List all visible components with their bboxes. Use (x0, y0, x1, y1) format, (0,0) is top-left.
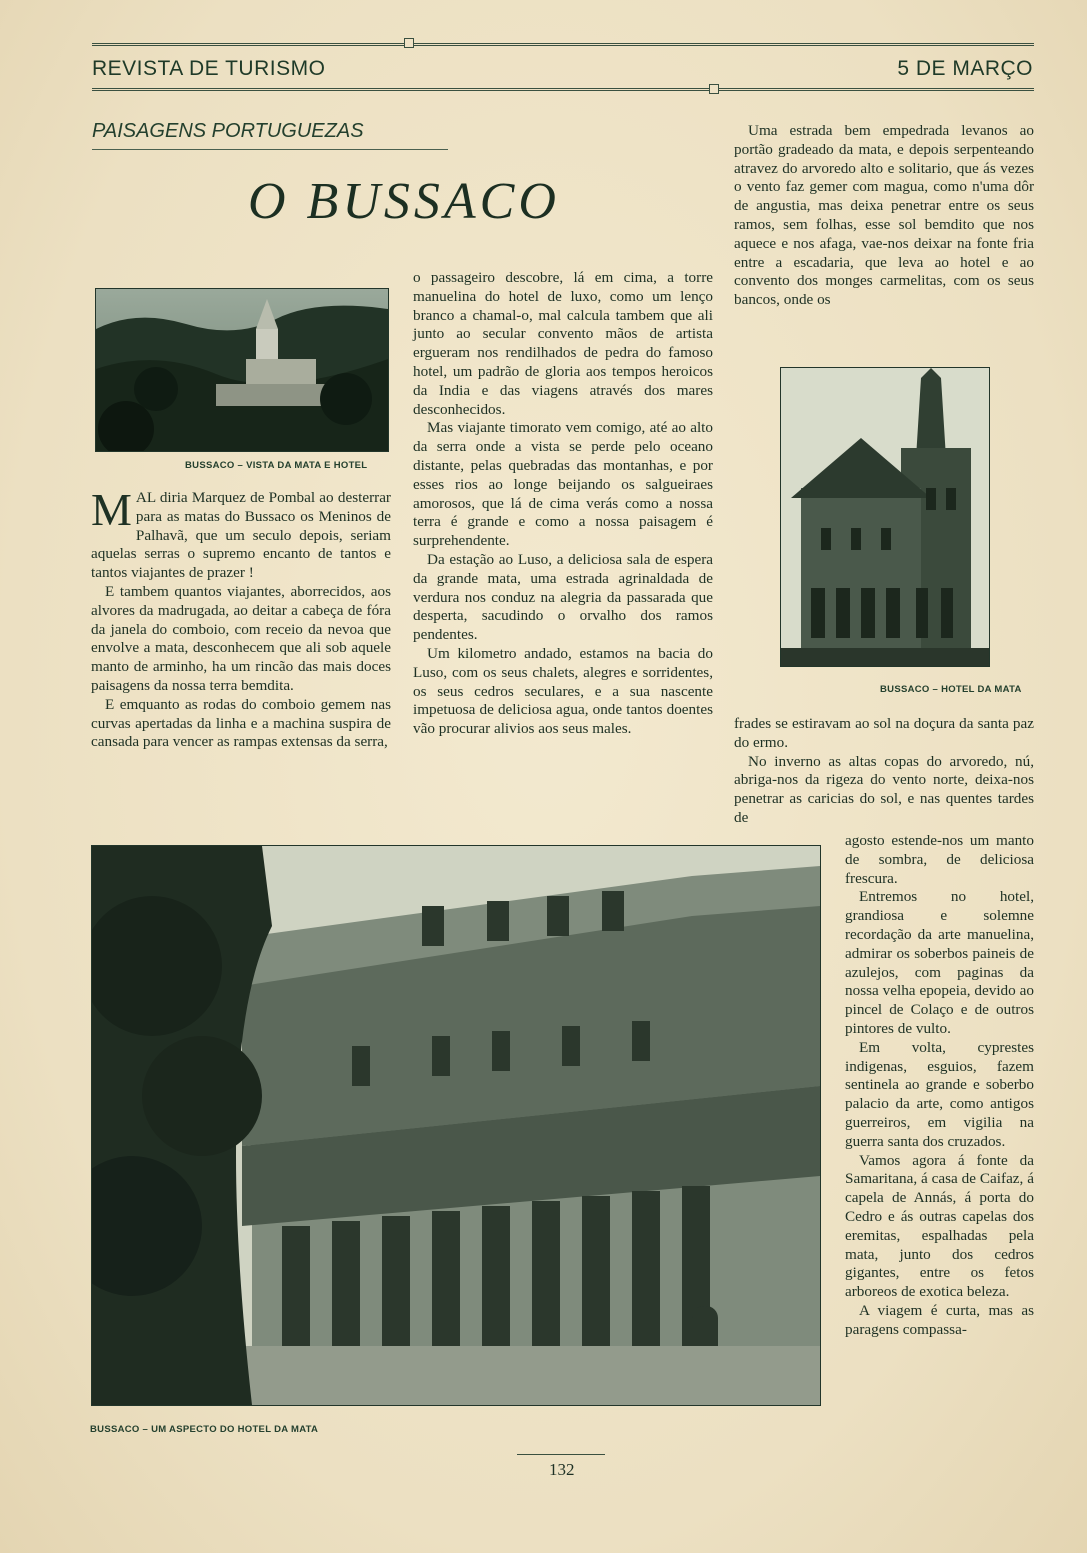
article-column-3-mid (734, 715, 1034, 828)
page-number: 132 (549, 1460, 575, 1479)
header-rule-bottom (92, 88, 1034, 91)
page-number-rule (517, 1454, 605, 1455)
paragraph: Vamos agora á fonte da Samaritana, á casa de Caifaz, á capela de Annás, á porta do Cedro e ás outras capelas dos eremitas, espalhadas pela mata, junto dos cedros gigantes, entre os fetos arboreos de exotica beleza. (845, 1151, 1034, 1301)
paragraph: o passageiro descobre, lá em cima, a torre manuelina do hotel de luxo, como um lenço branco a chamal-o, mal calcula tambem que ali junto ao secular convento mãos de artista ergueram nos rendilhados de pedra do famoso hotel, um padrão de gloria aos tempos heroicos da India e das viagens através dos mares desconhecidos. (413, 269, 713, 418)
photo-hotel-tower (780, 367, 990, 667)
section-title: PAISAGENS PORTUGUEZAS (92, 120, 364, 142)
photo-forest-and-hotel (95, 288, 389, 452)
issue-date: 5 DE MARÇO (897, 57, 1033, 80)
magazine-name: REVISTA DE TURISMO (92, 57, 326, 80)
photo-hotel-facade (91, 845, 821, 1406)
paragraph: agosto estende-nos um manto de sombra, de deliciosa frescura. (845, 832, 1034, 887)
header-ornament (404, 38, 414, 48)
paragraph: Entremos no hotel, grandiosa e solemne recordação da arte manuelina, admirar os soberbos paineis de azulejos, com paginas da nossa velha epopeia, devido ao pincel de Colaço e de outros pintores de vulto. (845, 888, 1034, 1037)
article-title: O BUSSACO (248, 173, 560, 230)
paragraph: Da estação ao Luso, a deliciosa sala de espera da grande mata, uma estrada agrinaldada de verdura nos conduz na alegria da passarada que desperta, sacudindo o orvalho dos ramos pendentes. (413, 550, 713, 644)
photo-caption: BUSSACO – UM ASPECTO DO HOTEL DA MATA (90, 1424, 319, 1435)
header-ornament (709, 84, 719, 94)
paragraph: AL diria Marquez de Pombal ao desterrar para as matas do Bussaco os Meninos de Palhavã, que um seculo depois, seriam aquelas serras o supremo encanto de tantos e tantos viajantes de prazer ! (91, 489, 391, 582)
paragraph: E emquanto as rodas do comboio gemem nas curvas apertadas da linha e a machina suspira de cansada para vencer as rampas extensas da serra, (91, 695, 391, 751)
article-column-1 (91, 484, 391, 752)
photo-caption: BUSSACO – HOTEL DA MATA (880, 684, 1022, 695)
header-rule-top (92, 43, 1034, 46)
paragraph: A viagem é curta, mas as paragens compassa- (845, 1301, 1034, 1338)
paragraph: E tambem quantos viajantes, aborrecidos, aos alvores da madrugada, ao deitar a cabeça de fóra da janela do comboio, com receio da nevoa que envolve a mata, desconhecem que ali sob aquele manto de arminho, ha um rincão das mais doces paisagens da nossa terra bemdita. (91, 582, 391, 694)
paragraph: frades se estiravam ao sol na doçura da santa paz do ermo. (734, 715, 1034, 751)
paragraph: Mas viajante timorato vem comigo, até ao alto da serra onde a vista se perde pelo oceano distante, pelas quebradas das montanhas, e por esses rios ao longe beijando os salgueiraes amorosos, que lá de cima verás como a nossa terra é grande e como a nossa paisagem é surprehendente. (413, 419, 713, 550)
section-underline (92, 149, 448, 150)
paragraph: Uma estrada bem empedrada levanos ao portão gradeado da mata, e depois serpenteando atravez do arvoredo alto e solitario, que ás vezes o vento faz gemer com magua, como n'uma dôr de angustia, mas deixa penetrar entre os seus ramos, sem folhas, esse sol bemdito que nos aquece e nos afaga, vae-nos deixar na fonte fria entre a escadaria, que leva ao hotel e ao convento dos monges carmelitas, com os seus bancos, onde os (734, 122, 1034, 309)
photo-caption: BUSSACO – VISTA DA MATA E HOTEL (185, 460, 368, 471)
drop-cap: M (91, 484, 132, 535)
paragraph: Em volta, cyprestes indigenas, esguios, fazem sentinela ao grande e soberbo palacio da arte, como antigos guerreiros, em vigilia na guerra santa dos cruzados. (845, 1038, 1034, 1150)
article-column-3-bottom (845, 832, 1034, 1340)
paragraph: No inverno as altas copas do arvoredo, nú, abriga-nos da rigeza do vento norte, deixa-nos penetrar as caricias do sol, e nas quentes tardes de (734, 752, 1034, 826)
article-column-3-top (734, 122, 1034, 310)
article-column-2 (413, 269, 713, 739)
paragraph: Um kilometro andado, estamos na bacia do Luso, com os seus chalets, alegres e sorridentes, os seus cedros seculares, e a sua nascente impetuosa de deliciosa agua, onde tantos doentes vão procurar alivios aos seus males. (413, 644, 713, 738)
